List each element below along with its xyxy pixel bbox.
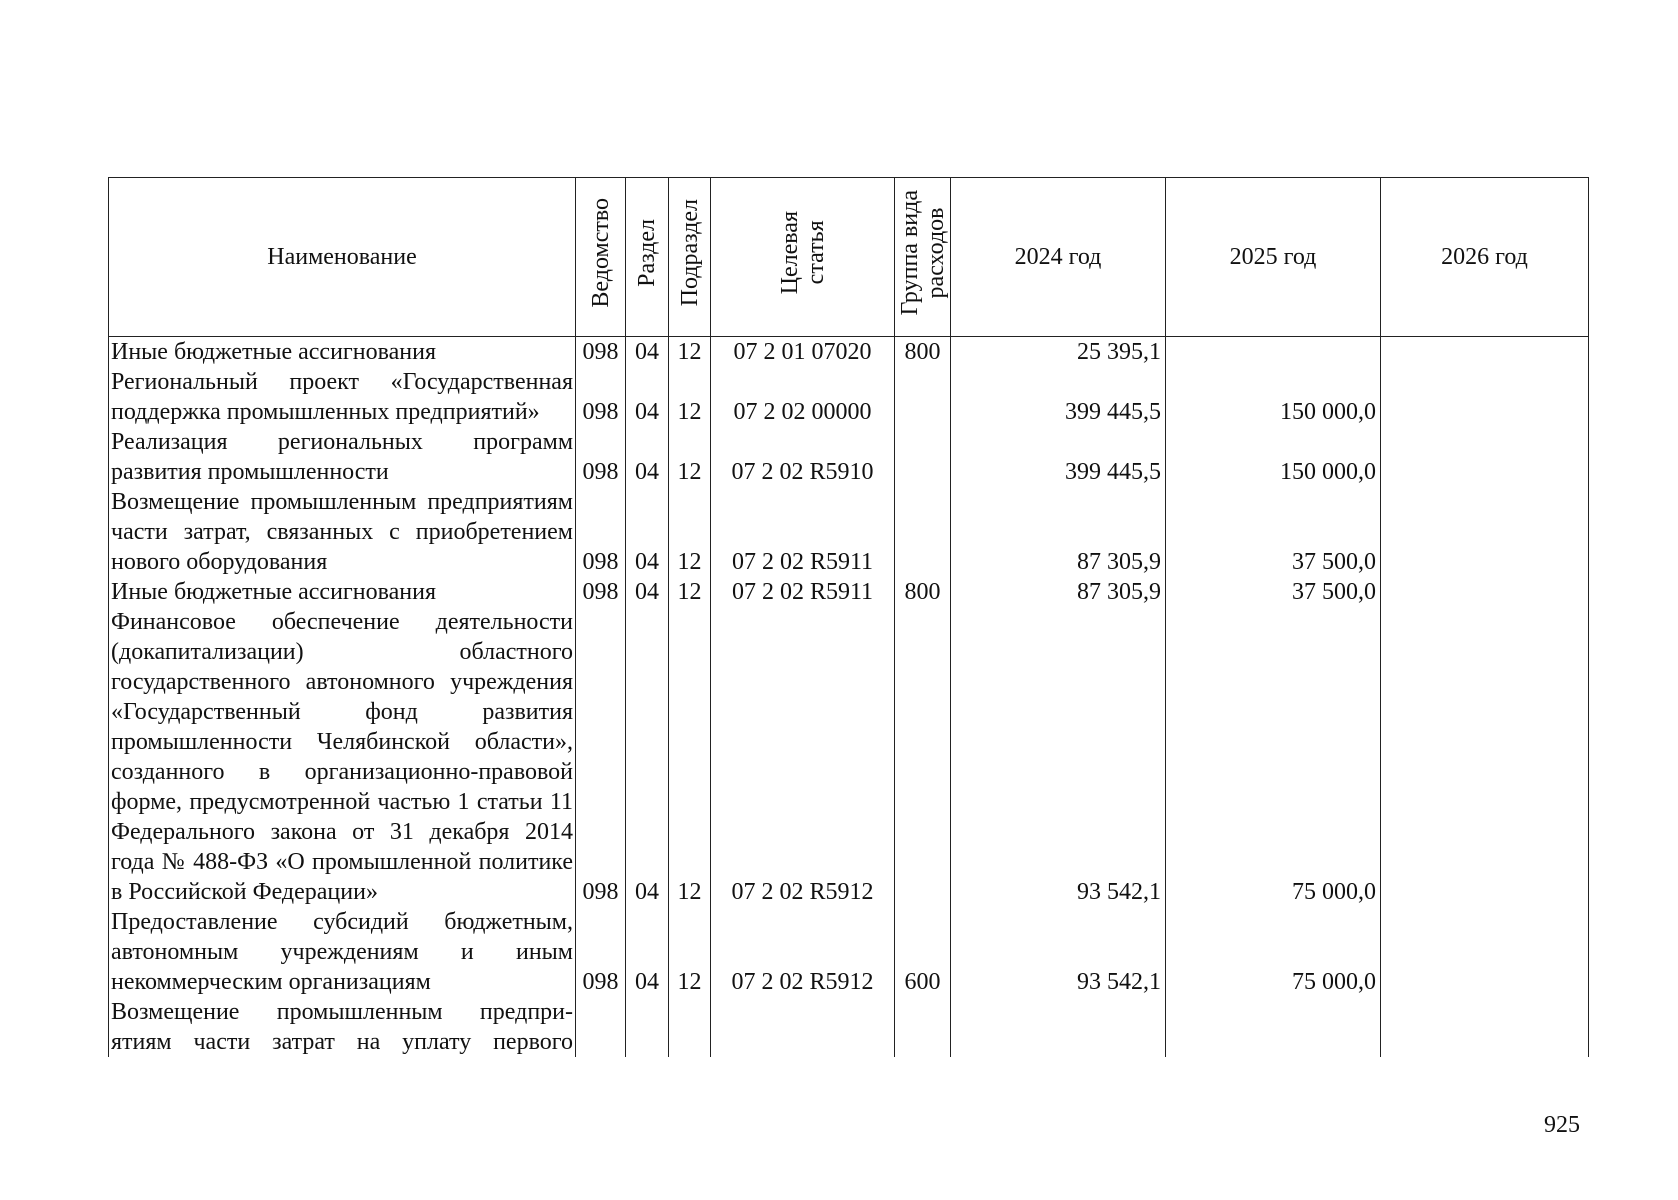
row-department (576, 997, 626, 1057)
row-department: 098 (576, 367, 626, 427)
row-section: 04 (626, 427, 669, 487)
header-group-line2: расходов (922, 207, 949, 299)
row-2026 (1381, 907, 1589, 997)
row-target-article: 07 2 02 R5912 (711, 607, 895, 907)
row-expense-group: 800 (895, 577, 951, 607)
row-2025 (1166, 997, 1381, 1057)
row-subsection: 12 (669, 907, 711, 997)
header-section: Раздел (626, 178, 669, 337)
row-expense-group (895, 367, 951, 427)
row-target-article (711, 997, 895, 1057)
table-row (109, 907, 1589, 997)
row-section (626, 997, 669, 1057)
row-subsection (669, 997, 711, 1057)
row-2026 (1381, 997, 1589, 1057)
table-row (109, 367, 1589, 427)
row-name: Предоставление субсидий бюджетным, автономным учреждениям и иным некоммерческим организациям (109, 907, 576, 997)
header-2024: 2024 год (951, 178, 1166, 337)
row-2025: 75 000,0 (1166, 907, 1381, 997)
budget-table (108, 177, 1589, 1057)
row-section: 04 (626, 337, 669, 368)
row-subsection: 12 (669, 577, 711, 607)
row-subsection: 12 (669, 427, 711, 487)
header-2025: 2025 год (1166, 178, 1381, 337)
row-2025: 37 500,0 (1166, 577, 1381, 607)
row-subsection: 12 (669, 607, 711, 907)
header-group-line1: Группа вида (896, 190, 923, 316)
row-name-continued (109, 997, 576, 1057)
header-department: Ведомство (576, 178, 626, 337)
table-row (109, 427, 1589, 487)
header-2026: 2026 год (1381, 178, 1589, 337)
row-2026 (1381, 607, 1589, 907)
continued-line-1: Возмещение промышленным предпри- (111, 999, 573, 1025)
row-2024: 93 542,1 (951, 907, 1166, 997)
row-target-article: 07 2 02 R5911 (711, 577, 895, 607)
row-name: Реализация региональных программ развития промышленности (109, 427, 576, 487)
row-2025: 37 500,0 (1166, 487, 1381, 577)
row-subsection: 12 (669, 337, 711, 368)
row-target-article: 07 2 01 07020 (711, 337, 895, 368)
header-subsection: Подраздел (669, 178, 711, 337)
row-expense-group: 600 (895, 907, 951, 997)
row-2026 (1381, 487, 1589, 577)
row-department: 098 (576, 907, 626, 997)
table-row (109, 607, 1589, 907)
table-row (109, 337, 1589, 368)
table-row-continued (109, 997, 1589, 1057)
header-target-article (711, 178, 895, 337)
continued-line-2: ятиям части затрат на уплату первого (111, 1029, 573, 1055)
row-section: 04 (626, 907, 669, 997)
row-name: Иные бюджетные ассигнования (109, 337, 576, 368)
row-expense-group (895, 487, 951, 577)
header-expense-group (895, 178, 951, 337)
row-department: 098 (576, 427, 626, 487)
row-target-article: 07 2 02 R5910 (711, 427, 895, 487)
row-expense-group (895, 427, 951, 487)
row-2025 (1166, 337, 1381, 368)
row-target-article: 07 2 02 R5911 (711, 487, 895, 577)
row-2024: 399 445,5 (951, 367, 1166, 427)
row-2024: 399 445,5 (951, 427, 1166, 487)
row-section: 04 (626, 367, 669, 427)
table-row (109, 577, 1589, 607)
row-2025: 150 000,0 (1166, 427, 1381, 487)
row-2024: 25 395,1 (951, 337, 1166, 368)
row-2024: 87 305,9 (951, 487, 1166, 577)
header-target-line2: статья (802, 221, 829, 285)
row-name: Региональный проект «Государственная поддержка промышленных предприятий» (109, 367, 576, 427)
row-2024 (951, 997, 1166, 1057)
row-subsection: 12 (669, 487, 711, 577)
row-2025: 150 000,0 (1166, 367, 1381, 427)
row-2026 (1381, 577, 1589, 607)
row-2026 (1381, 367, 1589, 427)
page-number: 925 (1544, 1112, 1580, 1138)
row-department: 098 (576, 577, 626, 607)
row-expense-group (895, 997, 951, 1057)
row-name: Иные бюджетные ассигнования (109, 577, 576, 607)
row-section: 04 (626, 577, 669, 607)
row-2025: 75 000,0 (1166, 607, 1381, 907)
row-name: Возмещение промышленным предприятиям части затрат, связанных с приобретением нового оборудования (109, 487, 576, 577)
table-header-row (109, 178, 1589, 337)
row-expense-group (895, 607, 951, 907)
row-department: 098 (576, 487, 626, 577)
row-2026 (1381, 427, 1589, 487)
row-expense-group: 800 (895, 337, 951, 368)
row-2024: 93 542,1 (951, 607, 1166, 907)
row-section: 04 (626, 487, 669, 577)
header-name: Наименование (109, 178, 576, 337)
table-row (109, 487, 1589, 577)
row-2024: 87 305,9 (951, 577, 1166, 607)
row-2026 (1381, 337, 1589, 368)
row-target-article: 07 2 02 R5912 (711, 907, 895, 997)
row-section: 04 (626, 607, 669, 907)
row-department: 098 (576, 337, 626, 368)
header-target-line1: Целевая (776, 211, 803, 295)
row-target-article: 07 2 02 00000 (711, 367, 895, 427)
row-department: 098 (576, 607, 626, 907)
row-subsection: 12 (669, 367, 711, 427)
row-name: Финансовое обеспечение деятельности (докапитализации) областного государственного автономного учреждения «Государственный фонд развития промышленности Челябинской области», созданного в организационно-правовой форме, предусмотренной частью 1 статьи 11 Федерального закона от 31 декабря 2014 года № 488-ФЗ «О промышленной политике в Российской Федерации» (109, 607, 576, 907)
